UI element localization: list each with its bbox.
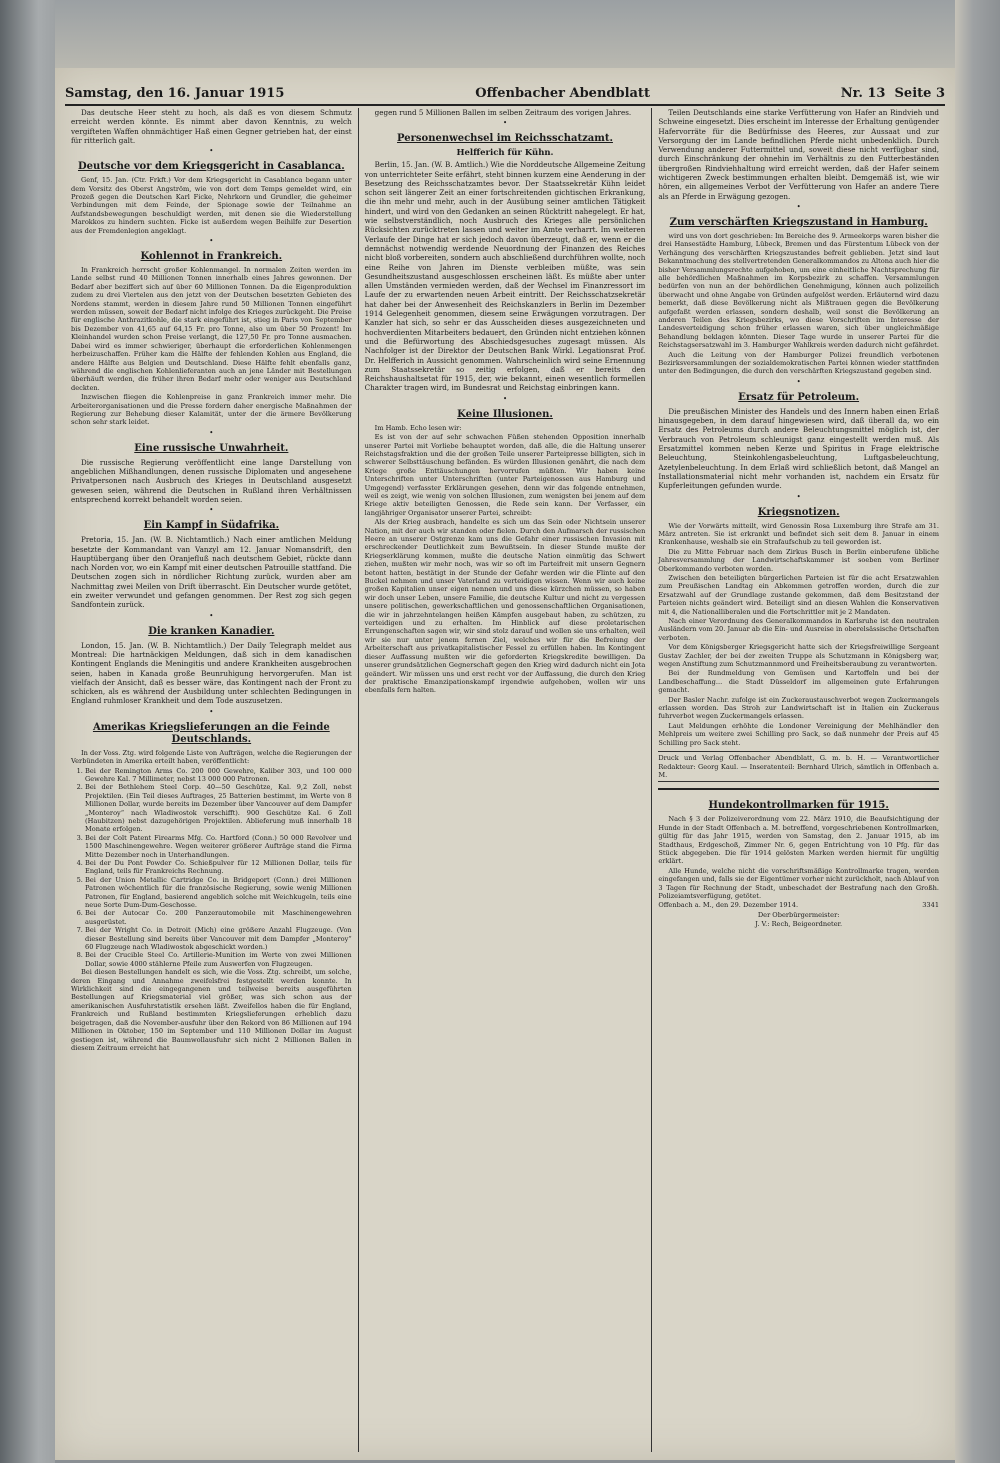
article-kohlennot: In Frankreich herrscht großer Kohlenmangel. In normalen Zeiten werden im Lande selbst rund 40 Millionen Tonnen innerhalb eines Jahres gewonnen. Der Bedarf aber beziffert sich auf über 60 Millionen Tonnen. Da die Eigenproduktion zudem zu drei Viertelen aus den jetzt von der Deutschen besetzten Gebieten des Nordens stammt, werden in diesem Jahre rund 50 Millionen Tonnen eingeführt werden müssen, soweit der Bedarf nicht infolge des Krieges zurückgeht. Die Preise für englische Anthrazitkohle, die stark eingeführt ist, stieg in Paris von September bis Dezember von 41,65 auf 64,15 Fr. pro Tonne, also um über 50 Prozent! Im Kleinhandel wurden schon Preise verlangt, die 127,50 Fr. pro Tonne ausmachen. Dabei wird es immer schwieriger, überhaupt die erforderlichen Kohlenmengen herbeizuschaffen. Früher kam die Hälfte der fehlenden Kohlen aus England, die andere Hälfte aus Belgien und Deutschland. Diese Hälfte fehlt ebenfalls ganz, während die englischen Kohlenlieferanten auch an jene Länder mit Bestellungen überhäuft werden, die früher ihren Bedarf mehr oder weniger aus Deutschland deckten. bbox=[71, 266, 352, 392]
list-item: 6. Bei der Autocar Co. 200 Panzerautomobile mit Maschinengewehren ausgerüstet. bbox=[85, 909, 352, 926]
headline-hamburg: Zum verschärften Kriegszustand in Hamburg. bbox=[669, 216, 928, 228]
subheadline-helfferich: Helfferich für Kühn. bbox=[456, 148, 554, 159]
headline-kriegsnotizen: Kriegsnotizen. bbox=[757, 506, 840, 518]
notice-place-line bbox=[658, 901, 939, 910]
list-item: 1. Bei der Remington Arms Co. 200 000 Gewehre, Kaliber 303, und 100 000 Gewehre Kal. 7 Millimeter, nebst 13 000 000 Patronen. bbox=[85, 767, 352, 784]
notice-text-2: Alle Hunde, welche nicht die vorschriftsmäßige Kontrollmarke tragen, werden eingefangen und, falls sie der Eigentümer vorher nicht zurückholt, nach Ablauf von 3 Tagen für Rechnung der Stadt, unbeschadet der Bestrafung nach den Großh. Polizeiamtsverfügung, getötet. bbox=[658, 866, 940, 900]
headline-personenwechsel: Personenwechsel im Reichsschatzamt. bbox=[397, 133, 613, 145]
list-item: 4. Bei der Du Pont Powder Co. Schießpulver für 12 Millionen Dollar, teils für England, teils für Frankreichs Rechnung. bbox=[85, 859, 352, 876]
notice-item: Nach einer Verordnung des Generalkommandos in Karlsruhe ist den neutralen Ausländern vom 20. Januar ab die Ein- und Ausreise in oberelsässische Ortschaften verboten. bbox=[658, 617, 940, 642]
headline-hundekontrollmarken: Hundekontrollmarken für 1915. bbox=[708, 800, 889, 812]
columns bbox=[65, 108, 945, 1452]
article-illusionen-2: Als der Krieg ausbrach, handelte es sich um das Sein oder Nichtsein unserer Nation, mit der auch wir standen oder fielen. Durch den Aufmarsch der russischen Heere an unserer Ostgrenze kam uns die Gefahr einer russischen Invasion mit erschreckender Deutlichkeit zum Bewußtsein. In dieser Stunde mußte der Kriegserklärung kommen, mußte die deutsche Nation einmütig das Schwert ziehen, mußten wir mehr noch, was wir so oft im Parteifreit mit unsern Gegnern betont hatten, bestätigt in der Stunde der Gefahr werden wir die Flinte auf den Buckel nehmen und unser Vaterland zu verteidigen wissen. Wenn wir auch keine großen Kapitalien unser eigen nennen und uns diese kürzchen müssen, so haben wir doch unser Leben, unsere Familie, die deutsche Kultur und nicht zu vergessen unsere politischen, gewerkschaftlichen und genossenschaftlichen Organisationen, die wir in jahrzehntelangen heißen Kämpfen ausgebaut haben, zu schützen, zu verteidigen und zu erhalten. Im Hinblick auf diese proletarischen Errungenschaften sagen wir, wir sind stolz darauf und wollen sie uns erhalten, weil wir sie nur unter jenem fernen Ziel, welches wir für die Befreiung der Arbeiterschaft aus privatkapitalistischer Fessel zu erfüllen haben. Im Kontingent dieser Auffassung mußten wir die geforderten Kriegskredite bewilligen. Da unserer grundsätzlichen Gegnerschaft gegen den Krieg wird dadurch nicht ein Jota geändert. Wir müssen uns und erst recht vor der Auffassung, die durch den Krieg der praktische Emanzipationskampf irgendwie aufgehoben, wollen wir uns ebenfalls fern halten. bbox=[364, 518, 646, 695]
list-item: 2. Bei der Bethlehem Steel Corp. 40—50 Geschütze, Kal. 9,2 Zoll, nebst Projektilen. (Ein Teil dieses Auftrages, 25 Batterien bestimmt, im Werte von 8 Millionen Dollar, wurde bereits im Dezember über Vancouver auf dem Dampfer „Monteroy“ nach Wladiwostok verschifft). 900 Geschütze Kal. 6 Zoll (Haubitzen) nebst dazugehörigen Projektilen. Ablieferung muß innerhalb 18 Monate erfolgen. bbox=[85, 783, 352, 833]
intro-text: gegen rund 5 Millionen Ballen im selben Zeitraum des vorigen Jahres. bbox=[374, 108, 632, 117]
masthead-paper: Offenbacher Abendblatt bbox=[475, 85, 650, 101]
notice-item: Der Basler Nachr. zufolge ist ein Zuckeraustauschverbot wegen Zuckermangels erlassen worden. Das Stroh zur Landwirtschaft ist in Italien ein Zuckeraus fuhrverbot wegen Zuckermangels erlassen. bbox=[658, 695, 940, 721]
list-item: 3. Bei der Colt Patent Firearms Mfg. Co. Hartford (Conn.) 50 000 Revolver und 1500 Maschinengewehre. Wegen weiterer größerer Aufträge stand die Firma Mitte Dezember noch in Unterhandlungen. bbox=[85, 834, 352, 859]
article-petroleum: Die preußischen Minister des Handels und des Innern haben einen Erlaß hinausgegeben, in dem darauf hingewiesen wird, daß überall da, wo ein Ersatz des Petroleums durch andere Beleuchtungsmittel möglich ist, der Verbrauch von Petroleum schleunigst ganz eingestellt werden muß. Als Ersatzmittel kommen neben Kerze und Spiritus in Frage elektrische Beleuchtung, Steinkohlengasbeleuchtung, Luftgasbeleuchtung, Azetylenbeleuchtung. In dem Erlaß wird schließlich betont, daß Mangel an Installationsmaterial nicht mehr vorhanden ist, nachdem ein Ersatz für Kupferleitungen gefunden wurde. bbox=[658, 406, 940, 491]
article-kohlennot-2: Inzwischen fliegen die Kohlenpreise in ganz Frankreich immer mehr. Die Arbeiterorganisationen und die Presse fordern daher energische Maßnahmen der Regierung zur Behebung dieser Kalamität, unter der die ärmere Bevölkerung schon sehr stark leidet. bbox=[71, 393, 352, 427]
imprint: Druck und Verlag Offenbacher Abendblatt, G. m. b. H. — Verantwortlicher Redakteur: Georg Kaul. — Inseratenteil: Bernhard Ulrich, sämtlich in Offenbach a. M. bbox=[658, 751, 939, 782]
headline-petroleum: Ersatz für Petroleum. bbox=[738, 391, 860, 403]
list-item: 5. Bei der Union Metallic Cartridge Co. in Bridgeport (Conn.) drei Millionen Patronen wöchentlich für die französische Regierung, sowie wenig Millionen Patronen, für England, basierend angeblich solche mit Weichkugeln, teils eine neue Sorte Dum-Dum-Geschosse. bbox=[85, 876, 352, 910]
notice-item: Bei der Rundmeldung von Gemüsen und Kartoffeln und bei der Landbeschaffung... die Stadt Düsseldorf im allgemeinen gute Erfahrungen gemacht. bbox=[658, 669, 940, 695]
intro-text: Teilen Deutschlands eine starke Verfütterung von Hafer an Rindvieh und Schweine eingesetzt. Dies erscheint im Interesse der Erhaltung genügender Hafervorräte für die Bedürfnisse des Heeres, zur Aussaat und zur Versorgung der im Lande befindlichen Pferde nicht unbedenklich. Durch Verwendung anderer Futtermittel und, soweit diese nicht verfügbar sind, durch Einschränkung der ohnehin im Verhältnis zu den Futterbeständen übergroßen Rindviehhaltung wird erreicht werden, daß der Hafer seinem wichtigeren Zweck bestimmungen erhalten bleibt. Demgemäß ist, wie wir hören, ein allgemeines Verbot der Verfütterung von Hafer an andere Tiere als an Pferde in Erwägung gezogen. bbox=[658, 108, 940, 201]
headline-amerika: Amerikas Kriegslieferungen an die Feinde Deutschlands. bbox=[92, 721, 330, 745]
notice-place: Offenbach a. M., den 29. Dezember 1914. bbox=[658, 901, 799, 910]
list-item: 8. Bei der Crucible Steel Co. Artillerie-Munition im Werte von zwei Millionen Dollar, sowie 4000 stählerne Pfeile zum Auswerfen von Flugzeugen. bbox=[85, 951, 352, 968]
masthead-date: Samstag, den 16. Januar 1915 bbox=[65, 85, 285, 101]
intro-text: Das deutsche Heer steht zu hoch, als daß es von diesem Schmutz erreicht werden könnte. Es nimmt aber davon Kenntnis, zu welch vergifteten Waffen ohnmächtiger Haß einen Gegner getrieben hat, der einst für ritterlich galt. bbox=[71, 108, 352, 145]
headline-illusionen: Keine Illusionen. bbox=[457, 408, 553, 420]
list-item: 7. Bei der Wright Co. in Detroit (Mich) eine größere Anzahl Flugzeuge. (Von dieser Bestellung sind bereits über Vancouver mit dem Dampfer „Monteroy“ 60 Flugzeuge nach Wladiwostok abgeschickt worden.) bbox=[85, 926, 352, 951]
headline-casablanca: Deutsche vor dem Kriegsgericht in Casablanca. bbox=[77, 161, 345, 173]
article-illusionen: Es ist von der auf sehr schwachen Füßen stehenden Opposition innerhalb unserer Partei mit Vorliebe behauptet worden, daß alle, die die Haltung unserer Reichstagsfraktion und die der großen Teile unserer Parteipresse billigten, sich in schwerer Selbsttäuschung befänden. Es würden Illusionen genährt, die nach dem Kriege große Enttäuschungen hervorrufen müßten. Wir haben keine Unterschriften unter Unterschriften (unter Parteigenossen aus Hamburg und Umgegend) verfasster Erklärungen gesehen, denn wir das folgende entnehmen, weil es zeigt, wie wenig von solchen Illusionen, zum wenigsten bei jenem auf dem Kriege aktiv beteiligten Genossen, die Rede sein kann. Der Verfasser, ein langjähriger Organisator unserer Partei, schreibt: bbox=[364, 433, 646, 517]
book-binding bbox=[0, 0, 55, 1463]
notice-signature: J. V.: Rech, Beigeordneter. bbox=[755, 920, 843, 929]
notice-item: Laut Meldungen erhöhte die Londoner Vereinigung der Mehlhändler den Mehlpreis um weitere zwei Schilling pro Sack, so daß nunmehr der Preis auf 45 Schilling pro Sack steht. bbox=[658, 721, 940, 747]
headline-kohlennot: Kohlennot in Frankreich. bbox=[140, 251, 283, 263]
article-casablanca: Genf, 15. Jan. (Ctr. Frkft.) Vor dem Kriegsgericht in Casablanca begann unter dem Vorsitz des Oberst Angström, wie von dort dem Temps gemeldet wird, ein Prozeß gegen die Deutschen Karl Ficke, Nehrkorn und Grundler, die geheimer Verbindungen mit dem Feinde, der Spionage sowie der Teilnahme an Aufstandsbewegungen beschuldigt werden, mit denen sie die Wiederstellung Marokkos zu hindern suchten. Ficke ist außerdem wegen Beihilfe zur Desertion aus der Fremdenlegion angeklagt. bbox=[71, 176, 352, 235]
masthead-issue: Nr. 13 Seite 3 bbox=[840, 85, 945, 101]
headline-kanadier: Die kranken Kanadier. bbox=[148, 625, 275, 637]
article-amerika: In der Voss. Ztg. wird folgende Liste von Aufträgen, welche die Regierungen der Verbündeten in Amerika erteilt haben, veröffentlicht: bbox=[71, 748, 352, 766]
notice-number: 3341 bbox=[922, 901, 940, 910]
order-list bbox=[71, 767, 352, 969]
headline-unwahrheit: Eine russische Unwahrheit. bbox=[134, 442, 289, 454]
notice-text: Nach § 3 der Polizeiverordnung vom 22. März 1910, die Beaufsichtigung der Hunde in der Stadt Offenbach a. M. betreffend, vorgeschriebenen Kontrollmarken, gültig für das Jahr 1915, werden von Samstag, den 2. Januar 1915, ab im Stadthaus, Erdgeschoß, Zimmer Nr. 6, gegen Entrichtung von 10 Pfg. für das Stück abgegeben. Die für 1914 gelösten Marken werden hiermit für ungültig erklärt. bbox=[658, 815, 940, 866]
notice-item: Wie der Vorwärts mitteilt, wird Genossin Rosa Luxemburg ihre Strafe am 31. März antreten. Sie ist erkrankt und befindet sich seit dem 8. Januar in einem Krankenhause, weshalb sie ein Strafaufschub zu teil geworden ist. bbox=[658, 521, 940, 547]
article-suedafrika: Pretoria, 15. Jan. (W. B. Nichtamtlich.) Nach einer amtlichen Meldung besetzte der Kommandant van Vanzyl am 12. Januar Nomansdrift, den Hauptübergang über den Oranjefluß nach deutschem Gebiet, rückte dann nach Norden vor, wo ein Kampf mit einer deutschen Patrouille stattfand. Die Deutschen zogen sich in nördlicher Richtung zurück, wurden aber am Nachmittag zwei Meilen von Drift überrascht. Ein Deutscher wurde getötet, ein zweiter verwundet und gefangen genommen. Der Rest zog sich gegen Sandfontein zurück. bbox=[71, 535, 352, 610]
article-hamburg-2: Auch die Leitung von der Hamburger Polizei freundlich verbotenen Bezirksversammlungen der sozialdemokratischen Partei können wieder stattfinden unter den Bedingungen, die durch den verschärften Kriegszustand gegeben sind. bbox=[658, 350, 940, 376]
notice-item: Die zu Mitte Februar nach dem Zirkus Busch in Berlin einberufene übliche Jahresversammlung der Landwirtschaftskammer ist soeben vom Berliner Oberkommando verboten worden. bbox=[658, 547, 940, 573]
article-personenwechsel: Berlin, 15. Jan. (W. B. Amtlich.) Wie die Norddeutsche Allgemeine Zeitung von unterrichteter Seite erfährt, steht binnen kurzem eine Aenderung in der Besetzung des Reichsschatzamtes bevor. Der Staatssekretär Kühn leidet schon seit längerer Zeit an einer fortschreitenden gichtischen Erkrankung, die ihn mehr und mehr, auch in der Ausübung seiner amtlichen Tätigkeit hindert, und wird von den Gedanken an seinen Rücktritt nahegelegt. Er hat, wie selbstverständlich, noch Ausbruch des Krieges alle persönlichen Rücksichten zurücktreten lassen und weiter im Amte verharrt. Im weiteren Verlaufe der Dinge hat er sich jedoch davon überzeugt, daß er, wenn er die demnächst notwendig werdende Neuordnung der Finanzen des Reiches nicht bloß vorbereiten, sondern auch abschließend durchführen wollte, noch eine Reihe von Jahren im Dienste verbleiben müßte, was sein Gesundheitszustand ausgeschlossen erscheinen läßt. Es müßte aber unter allen Umständen vermieden werden, daß der Wechsel im Finanzressort im Laufe der zu erwartenden neuen Arbeit eintritt. Der Reichsschatzsekretär hat daher bei der Anwesenheit des Reichskanzlers in Berlin im Dezember 1914 Gelegenheit genommen, diesem seine Erwägungen vorzutragen. Der Kanzler hat sich, so sehr er das Ausscheiden dieses ausgezeichneten und hochverdienten Mitarbeiters bedauert, den Gründen nicht entziehen können und die Befürwortung des Abschiedsgesuches zugesagt müssen. Als Nachfolger ist der Direktor der Deutschen Bank Wirkl. Legationsrat Prof. Dr. Helfferich in Aussicht genommen. Wahrscheinlich wird seine Ernennung zum Staatssekretär so zeitig erfolgen, daß er bereits den Reichshaushaltsetat für 1915, der, wie bekannt, einen wesentlich formellen Charakter tragen wird, im Bundesrat und Reichstag einbringen kann. bbox=[364, 160, 646, 393]
masthead bbox=[65, 82, 945, 106]
official-notice bbox=[658, 788, 939, 928]
article-kanadier: London, 15. Jan. (W. B. Nichtamtlich.) Der Daily Telegraph meldet aus Montreal: Die hartnäckigen Meldungen, daß sich in dem kanadischen Kontingent Englands die Meningitis und andere Krankheiten ausgebrochen seien, haben in Kanada große Beunruhigung hervorgerufen. Man ist vielfach der Ansicht, daß es besser wäre, das Kontingent nach der Front zu schicken, als es während der Ausbildung unter schlechten Bedingungen in England ruhmloser Krankheit und dem Tode auszusetzen. bbox=[71, 640, 352, 706]
source-line: Im Hamb. Echo lesen wir: bbox=[374, 423, 462, 432]
notice-item: Vor dem Königsberger Kriegsgericht hatte sich der Kriegsfreiwillige Sergeant Gustav Zachler, der bei der zweiten Truppe als Schutzmann in Königsberg war, wegen Anstiftung zum Schutzmannmord und Freiheitsberaubung zu verantworten. bbox=[658, 643, 940, 669]
column-2: gegen rund 5 Millionen Ballen im selben Zeitraum des vorigen Jahres. • Personenwechsel im Reichsschatzamt. Helfferich für Kühn. Berlin, 15. Jan. (W. B. Amtlich.) Wie die Norddeutsche Allgemeine Zeitung von unterrichteter Seite erfährt, steht binnen kurzem eine Aenderung in der Besetzung des Reichsschatzamtes bevor. Der Staatssekretär Kühn leidet schon seit längerer Zeit an einer fortschreitenden gichtischen Erkrankung, die ihn mehr und mehr, auch in der Ausübung seiner amtlichen Tätigkeit hindert, und wird von den Gedanken an seinen Rücktritt nahegelegt. Er hat, wie selbstverständlich, noch Ausbruch des Krieges alle persönlichen Rücksichten zurücktreten lassen und weiter im Amte verharrt. Im weiteren Verlaufe der Dinge hat er sich jedoch davon überzeugt, daß er, wenn er die demnächst notwendig werdende Neuordnung der Finanzen des Reiches nicht bloß vorbereiten, sondern auch abschließend durchführen wollte, noch eine Reihe von Jahren im Dienste verbleiben müßte, was sein Gesundheitszustand ausgeschlossen erscheinen läßt. Es müßte aber unter allen Umständen vermieden werden, daß der Wechsel im Finanzressort im Laufe der zu erwartenden neuen Arbeit eintritt. Der Reichsschatzsekretär hat daher bei der Anwesenheit des Reichskanzlers in Berlin im Dezember 1914 Gelegenheit genommen, diesem seine Erwägungen vorzutragen. Der Kanzler hat sich, so sehr er das Ausscheiden dieses ausgezeichneten und hochverdienten Mitarbeiters bedauert, den Gründen nicht entziehen können und die Befürwortung des Abschiedsgesuches zugesagt müssen. Als Nachfolger ist der Direktor der Deutschen Bank Wirkl. Legationsrat Prof. Dr. Helfferich in Aussicht genommen. Wahrscheinlich wird seine Ernennung zum Staatssekretär so zeitig erfolgen, daß er bereits den Reichshaushaltsetat für 1915, der, wie bekannt, einen wesentlich formellen Charakter tragen wird, im Bundesrat und Reichstag einbringen kann. • Keine Illusionen. Im Hamb. Echo lesen wir: Es ist von der auf sehr schwachen Füßen stehenden Opposition innerhalb unserer Partei mit Vorliebe behauptet worden, daß alle, die die Haltung unserer Reichstagsfraktion und die der großen Teile unserer Parteipresse billigten, sich in schwerer Selbsttäuschung befänden. Es würden Illusionen genährt, die nach dem Kriege große Enttäuschungen hervorrufen müßten. Wir haben keine Unterschriften unter Unterschriften (unter Parteigenossen aus Hamburg und Umgegend) verfasster Erklärungen gesehen, denn wir das folgende entnehmen, weil es zeigt, wie wenig von solchen Illusionen, zum wenigsten bei jenem auf dem Kriege aktiv beteiligten Genossen, die Rede sein kann. Der Verfasser, ein langjähriger Organisator unserer Partei, schreibt: Als der Krieg ausbrach, handelte es sich um das Sein oder Nichtsein unserer Nation, mit der auch wir standen oder fielen. Durch den Aufmarsch der russischen Heere an unserer Ostgrenze kam uns die Gefahr einer russischen Invasion mit erschreckender Deutlichkeit zum Bewußtsein. In dieser Stunde mußte der Kriegserklärung kommen, mußte die deutsche Nation einmütig das Schwert ziehen, mußten wir mehr noch, was wir so oft im Parteifreit mit unsern Gegnern betont hatten, bestätigt in der Stunde der Gefahr werden wir die Flinte auf den Buckel nehmen und unser Vaterland zu verteidigen wissen. Wenn wir auch keine großen Kapitalien unser eigen nennen und uns diese kürzchen müssen, so haben wir doch unser Leben, unsere Familie, die deutsche Kultur und nicht zu vergessen unsere politischen, gewerkschaftlichen und genossenschaftlichen Organisationen, die wir in jahrzehntelangen heißen Kämpfen ausgebaut haben, zu schützen, zu verteidigen und zu erhalten. Im Hinblick auf diese proletarischen Errungenschaften sagen wir, wir sind stolz darauf und wollen sie uns erhalten, weil wir sie nur unter jenem fernen Ziel, welches wir für die Befreiung der Arbeiterschaft aus privatkapitalistischer Fessel zu erfüllen haben. Im Kontingent dieser Auffassung mußten wir die geforderten Kriegskredite bewilligen. Da unserer grundsätzlichen Gegnerschaft gegen den Krieg wird dadurch nicht ein Jota geändert. Wir müssen uns und erst recht vor der Auffassung, die durch den Krieg der praktische Emanzipationskampf irgendwie aufgehoben, wollen wir uns ebenfalls fern halten. bbox=[358, 108, 652, 1452]
column-3: Teilen Deutschlands eine starke Verfütterung von Hafer an Rindvieh und Schweine eingesetzt. Dies erscheint im Interesse der Erhaltung genügender Hafervorräte für die Bedürfnisse des Heeres, zur Aussaat und zur Versorgung der im Lande befindlichen Pferde nicht unbedenklich. Durch Verwendung anderer Futtermittel und, soweit diese nicht verfügbar sind, durch Einschränkung der ohnehin im Verhältnis zu den Futterbeständen übergroßen Rindviehhaltung wird erreicht werden, daß der Hafer seinem wichtigeren Zweck bestimmungen erhalten bleibt. Demgemäß ist, wie wir hören, ein allgemeines Verbot der Verfütterung von Hafer an andere Tiere als an Pferde in Erwägung gezogen. • Zum verschärften Kriegszustand in Hamburg. wird uns von dort geschrieben: Im Bereiche des 9. Armeekorps waren bisher die drei Hansestädte Hamburg, Lübeck, Bremen und das Fürstentum Lübeck von der Verhängung des verschärften Kriegszustandes befreit geblieben. Jetzt sind laut Bekanntmachung des stellvertretenden Generalkommandos zu Altona auch hier die bisher Versammlungsrechte aufgehoben, um eine einheitliche Nachtsprechung für alle behördlichen Maßnahmen im Korpsbezirk zu schaffen. Versammlungen bedürfen von nun an der behördlichen Genehmigung, können auch polizeilich überwacht und ohne Angabe von Gründen aufgelöst werden. Erläuternd wird dazu bemerkt, daß diese Bevölkerung nicht als Mißtrauen gegen die Bevölkerung aufgefaßt werden erlassen, sondern deshalb, weil sonst die Bevölkerung an anderen Teilen des Kriegsbezirks, wo diese Vorschriften im Interesse der Landesverteidigung schon früher erlassen waren, sich über ungleichmäßige Behandlung beklagen könnten. Dieser Tage wurde in unserer Partei für die Reichstagsersatzwahl im 3. Hamburger Wahlkreis werden dadurch nicht gefährdet. Auch die Leitung von der Hamburger Polizei freundlich verbotenen Bezirksversammlungen der sozialdemokratischen Partei können wieder stattfinden unter den Bedingungen, die durch den verschärften Kriegszustand gegeben sind. • Ersatz für Petroleum. Die preußischen Minister des Handels und des Innern haben einen Erlaß hinausgegeben, in dem darauf hingewiesen wird, daß überall da, wo ein Ersatz des Petroleums durch andere Beleuchtungsmittel möglich ist, der Verbrauch von Petroleum schleunigst ganz eingestellt werden muß. Als Ersatzmittel kommen neben Kerze und Spiritus in Frage elektrische Beleuchtung, Steinkohlengasbeleuchtung, Luftgasbeleuchtung, Azetylenbeleuchtung. In dem Erlaß wird schließlich betont, daß Mangel an Installationsmaterial nicht mehr vorhanden ist, nachdem ein Ersatz für Kupferleitungen gefunden wurde. • Kriegsnotizen. Wie der Vorwärts mitteilt, wird Genossin Rosa Luxemburg ihre Strafe am 31. März antreten. Sie ist erkrankt und befindet sich seit dem 8. Januar in einem Krankenhause, weshalb sie ein Strafaufschub zu teil geworden ist. Die zu Mitte Februar nach dem Zirkus Busch in Berlin einberufene übliche Jahresversammlung der Landwirtschaftskammer ist soeben vom Berliner Oberkommando verboten worden. Zwischen den beteiligten bürgerlichen Parteien ist für die acht Ersatzwahlen zum Preußischen Landtag ein Abkommen getroffen worden, durch die zur Ersatzwahl auf der Grundlage zustande gekommen, daß dem Besitzstand der Parteien nichts geändert wird. Beteiligt sind an diesen Wahlen die Konservativen mit 4, die Nationalliberalen und die Fortschrittler mit je 2 Mandaten. Nach einer Verordnung des Generalkommandos in Karlsruhe ist den neutralen Ausländern vom 20. Januar ab die Ein- und Ausreise in oberelsässische Ortschaften verboten. Vor dem Königsberger Kriegsgericht hatte sich der Kriegsfreiwillige Sergeant Gustav Zachler, der bei der zweiten Truppe als Schutzmann in Königsberg war, wegen Anstiftung zum Schutzmannmord und Freiheitsberaubung zu verantworten. Bei der Rundmeldung von Gemüsen und Kartoffeln und bei der Landbeschaffung... die Stadt Düsseldorf im allgemeinen gute Erfahrungen gemacht. Der Basler Nachr. zufolge ist ein Zuckeraustauschverbot wegen Zuckermangels erlassen worden. Das Stroh zur Landwirtschaft ist in Italien ein Zuckeraus fuhrverbot wegen Zuckermangels erlassen. Laut Meldungen erhöhte die Londoner Vereinigung der Mehlhändler den Mehlpreis um weitere zwei Schilling pro Sack, so daß nunmehr der Preis auf 45 Schilling pro Sack steht. Druck und Verlag Offenbacher Abendblatt, G. m. b. H. — Verantwortlicher Redakteur: Georg Kaul. — Inseratenteil: Bernhard Ulrich, sämtlich in Offenbach a. M. Hundekontrollmarken für 1915. Nach § 3 der Polizeiverordnung vom 22. März 1910, die Beaufsichtigung der Hunde in der Stadt Offenbach a. M. betreffend, vorgeschriebenen Kontrollmarken, gültig für das Jahr 1915, werden von Samstag, den 2. Januar 1915, ab im Stadthaus, Erdgeschoß, Zimmer Nr. 6, gegen Entrichtung von 10 Pfg. für das Stück abgegeben. Die für 1914 gelösten Marken werden hiermit für ungültig erklärt. Alle Hunde, welche nicht die vorschriftsmäßige Kontrollmarke tragen, werden eingefangen und, falls sie der Eigentümer vorher nicht zurückholt, nach Ablauf von 3 Tagen für Rechnung der Stadt, unbeschadet der Bestrafung nach den Großh. Polizeiamtsverfügung, getötet. Offenbach a. M., den 29. Dezember 1914. 3341 Der Oberbürgermeister: J. V.: Rech, Beigeordneter. bbox=[651, 108, 945, 1452]
article-unwahrheit: Die russische Regierung veröffentlicht eine lange Darstellung von angeblichen Mißhandlungen, denen russische Diplomaten und angesehene Privatpersonen nach Ausbruch des Krieges in Deutschland ausgesetzt gewesen seien, während die Deutschen in Rußland ihren Verhältnissen entsprechend korrekt behandelt worden seien. bbox=[71, 457, 352, 504]
article-hamburg: wird uns von dort geschrieben: Im Bereiche des 9. Armeekorps waren bisher die drei Hansestädte Hamburg, Lübeck, Bremen und das Fürstentum Lübeck von der Verhängung des verschärften Kriegszustandes befreit geblieben. Jetzt sind laut Bekanntmachung des stellvertretenden Generalkommandos zu Altona auch hier die bisher Versammlungsrechte aufgehoben, um eine einheitliche Nachtsprechung für alle behördlichen Maßnahmen im Korpsbezirk zu schaffen. Versammlungen bedürfen von nun an der behördlichen Genehmigung, können auch polizeilich überwacht und ohne Angabe von Gründen aufgelöst werden. Erläuternd wird dazu bemerkt, daß diese Bevölkerung nicht als Mißtrauen gegen die Bevölkerung aufgefaßt werden erlassen, sondern deshalb, weil sonst die Bevölkerung an anderen Teilen des Kriegsbezirks, wo diese Vorschriften im Interesse der Landesverteidigung schon früher erlassen waren, sich über ungleichmäßige Behandlung beklagen könnten. Dieser Tage wurde in unserer Partei für die Reichstagsersatzwahl im 3. Hamburger Wahlkreis werden dadurch nicht gefährdet. bbox=[658, 231, 940, 350]
notice-item: Zwischen den beteiligten bürgerlichen Parteien ist für die acht Ersatzwahlen zum Preußischen Landtag ein Abkommen getroffen worden, durch die zur Ersatzwahl auf der Grundlage zustande gekommen, daß dem Besitzstand der Parteien nichts geändert wird. Beteiligt sind an diesen Wahlen die Konservativen mit 4, die Nationalliberalen und die Fortschrittler mit je 2 Mandaten. bbox=[658, 573, 940, 616]
column-1: Das deutsche Heer steht zu hoch, als daß es von diesem Schmutz erreicht werden könnte. Es nimmt aber davon Kenntnis, zu welch vergifteten Waffen ohnmächtiger Haß einen Gegner getrieben hat, der einst für ritterlich galt. • Deutsche vor dem Kriegsgericht in Casablanca. Genf, 15. Jan. (Ctr. Frkft.) Vor dem Kriegsgericht in Casablanca begann unter dem Vorsitz des Oberst Angström, wie von dort dem Temps gemeldet wird, ein Prozeß gegen die Deutschen Karl Ficke, Nehrkorn und Grundler, die geheimer Verbindungen mit dem Feinde, der Spionage sowie der Teilnahme an Aufstandsbewegungen beschuldigt werden, mit denen sie die Wiederstellung Marokkos zu hindern suchten. Ficke ist außerdem wegen Beihilfe zur Desertion aus der Fremdenlegion angeklagt. • Kohlennot in Frankreich. In Frankreich herrscht großer Kohlenmangel. In normalen Zeiten werden im Lande selbst rund 40 Millionen Tonnen innerhalb eines Jahres gewonnen. Der Bedarf aber beziffert sich auf über 60 Millionen Tonnen. Da die Eigenproduktion zudem zu drei Viertelen aus den jetzt von der Deutschen besetzten Gebieten des Nordens stammt, werden in diesem Jahre rund 50 Millionen Tonnen eingeführt werden müssen, soweit der Bedarf nicht infolge des Krieges zurückgeht. Die Preise für englische Anthrazitkohle, die stark eingeführt ist, stieg in Paris von September bis Dezember von 41,65 auf 64,15 Fr. pro Tonne, also um über 50 Prozent! Im Kleinhandel wurden schon Preise verlangt, die 127,50 Fr. pro Tonne ausmachen. Dabei wird es immer schwieriger, überhaupt die erforderlichen Kohlenmengen herbeizuschaffen. Früher kam die Hälfte der fehlenden Kohlen aus England, die andere Hälfte aus Belgien und Deutschland. Diese Hälfte fehlt ebenfalls ganz, während die englischen Kohlenlieferanten auch an jene Länder mit Bestellungen überhäuft werden, die früher ihren Bedarf mehr oder weniger aus Deutschland deckten. Inzwischen fliegen die Kohlenpreise in ganz Frankreich immer mehr. Die Arbeiterorganisationen und die Presse fordern daher energische Maßnahmen der Regierung zur Behebung dieser Kalamität, unter der die ärmere Bevölkerung schon sehr stark leidet. • Eine russische Unwahrheit. Die russische Regierung veröffentlicht eine lange Darstellung von angeblichen Mißhandlungen, denen russische Diplomaten und angesehene Privatpersonen nach Ausbruch des Krieges in Deutschland ausgesetzt gewesen seien, während die Deutschen in Rußland ihren Verhältnissen entsprechend korrekt behandelt worden seien. • Ein Kampf in Südafrika. Pretoria, 15. Jan. (W. B. Nichtamtlich.) Nach einer amtlichen Meldung besetzte der Kommandant van Vanzyl am 12. Januar Nomansdrift, den Hauptübergang über den Oranjefluß nach deutschem Gebiet, rückte dann nach Norden vor, wo ein Kampf mit einer deutschen Patrouille stattfand. Die Deutschen zogen sich in nördlicher Richtung zurück, wurden aber am Nachmittag zwei Meilen von Drift überrascht. Ein Deutscher wurde getötet, ein zweiter verwundet und gefangen genommen. Der Rest zog sich gegen Sandfontein zurück. • Die kranken Kanadier. London, 15. Jan. (W. B. Nichtamtlich.) Der Daily Telegraph meldet aus Montreal: Die hartnäckigen Meldungen, daß sich in dem kanadischen Kontingent Englands die Meningitis und andere Krankheiten ausgebrochen seien, haben in Kanada große Beunruhigung hervorgerufen. Man ist vielfach der Ansicht, daß es besser wäre, das Kontingent nach der Front zu schicken, als es während der Ausbildung unter schlechten Bedingungen in England ruhmloser Krankheit und dem Tode auszusetzen. • Amerikas Kriegslieferungen an die Feinde Deutschlands. In der Voss. Ztg. wird folgende Liste von Aufträgen, welche die Regierungen der Verbündeten in Amerika erteilt haben, veröffentlicht: 1. Bei der Remington Arms Co. 200 000 Gewehre, Kaliber 303, und 100 000 Gewehre Kal. 7 Millimeter, nebst 13 000 000 Patronen. 2. Bei der Bethlehem Steel Corp. 40—50 Geschütze, Kal. 9,2 Zoll, nebst Projektilen. (Ein Teil dieses Auftrages, 25 Batterien bestimmt, im Werte von 8 Millionen Dollar, wurde bereits im Dezember über Vancouver auf dem Dampfer „Monteroy“ nach Wladiwostok verschifft). 900 Geschütze Kal. 6 Zoll (Haubitzen) nebst dazugehörigen Projektilen. Ablieferung muß innerhalb 18 Monate erfolgen. 3. Bei der Colt Patent Firearms Mfg. Co. Hartford (Conn.) 50 000 Revolver und 1500 Maschinengewehre. Wegen weiterer größerer Aufträge stand die Firma Mitte Dezember noch in Unterhandlungen. 4. Bei der Du Pont Powder Co. Schießpulver für 12 Millionen Dollar, teils für England, teils für Frankreichs Rechnung. 5. Bei der Union Metallic Cartridge Co. in Bridgeport (Conn.) drei Millionen Patronen wöchentlich für die französische Regierung, sowie wenig Millionen Patronen, für England, basierend angeblich solche mit Weichkugeln, teils eine neue Sorte Dum-Dum-Geschosse. 6. Bei der Autocar Co. 200 Panzerautomobile mit Maschinengewehren ausgerüstet. 7. Bei der Wright Co. in Detroit (Mich) eine größere Anzahl Flugzeuge. (Von dieser Bestellung sind bereits über Vancouver mit dem Dampfer „Monteroy“ 60 Flugzeuge nach Wladiwostok abgeschickt worden.) 8. Bei der Crucible Steel Co. Artillerie-Munition im Werte von zwei Millionen Dollar, sowie 4000 stählerne Pfeile zum Auswerfen von Flugzeugen. Bei diesen Bestellungen handelt es sich, wie die Voss. Ztg. schreibt, um solche, deren Eingang und Annahme zweifelsfrei festgestellt werden konnte. In Wirklichkeit sind die eingegangenen und teilweise bereits ausgeführten Bestellungen auf Kriegsmaterial viel größer, was sich schon aus der amerikanischen Ausfuhrstatistik ersehen läßt. Zweifellos haben die für England, Frankreich und Rußland bestimmten Kriegslieferungen erheblich dazu beigetragen, daß die November-ausfuhr über den Rekord von 86 Millionen auf 194 Millionen in Oktober, 150 im September und 110 Millionen Dollar im August gestiegen ist, während die Baumwollausfuhr sich nicht 2 Millionen Ballen in diesem Zeitraum erreicht hat bbox=[65, 108, 358, 1452]
article-amerika-2: Bei diesen Bestellungen handelt es sich, wie die Voss. Ztg. schreibt, um solche, deren Eingang und Annahme zweifelsfrei festgestellt werden konnte. In Wirklichkeit sind die eingegangenen und teilweise bereits ausgeführten Bestellungen auf Kriegsmaterial viel größer, was sich schon aus der amerikanischen Ausfuhrstatistik ersehen läßt. Zweifellos haben die für England, Frankreich und Rußland bestimmten Kriegslieferungen erheblich dazu beigetragen, daß die November-ausfuhr über den Rekord von 86 Millionen auf 194 Millionen in Oktober, 150 im September und 110 Millionen Dollar im August gestiegen ist, während die Baumwollausfuhr sich nicht 2 Millionen Ballen in diesem Zeitraum erreicht hat bbox=[71, 968, 352, 1052]
page-edge bbox=[955, 0, 1000, 1463]
headline-suedafrika: Ein Kampf in Südafrika. bbox=[143, 520, 280, 532]
scan-background-top bbox=[55, 0, 955, 68]
notice-signature-title: Der Oberbürgermeister: bbox=[757, 910, 840, 919]
newspaper-page bbox=[55, 68, 955, 1460]
